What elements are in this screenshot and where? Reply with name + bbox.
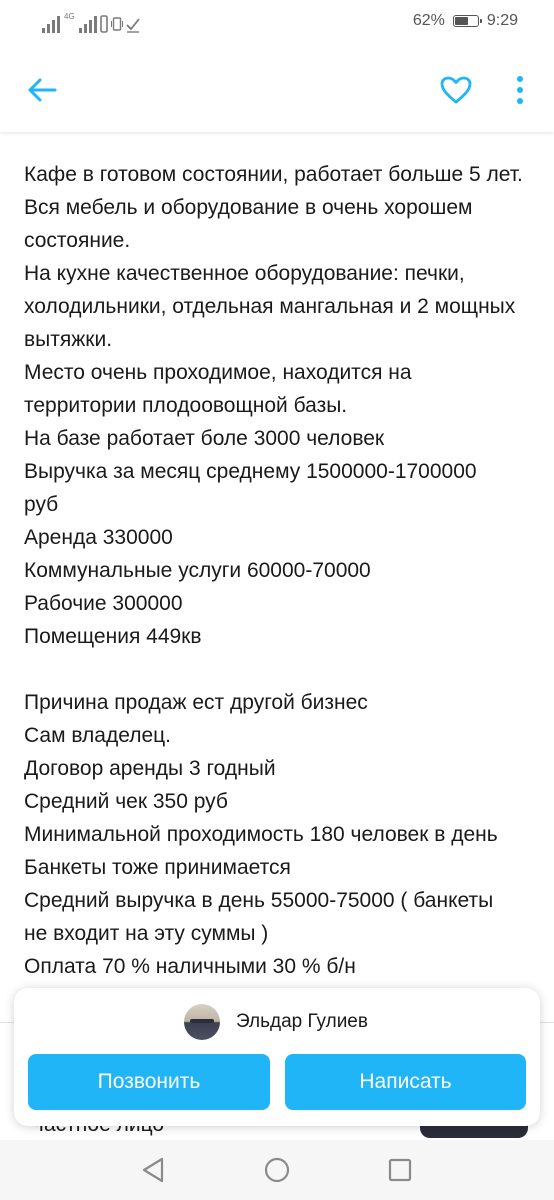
nav-back-icon[interactable] xyxy=(140,1156,168,1184)
description-line: Помещения 449кв xyxy=(24,625,202,648)
description-line: Оплата 70 % наличными 30 % б/н xyxy=(24,955,356,978)
status-icons-right xyxy=(413,12,518,30)
description-line: Банкеты тоже принимается xyxy=(24,856,291,879)
description-line: Аренда 330000 xyxy=(24,526,173,549)
nav-recents-icon[interactable] xyxy=(386,1156,414,1184)
listing-description xyxy=(24,158,539,983)
app-header xyxy=(0,48,554,132)
description-line: Средний чек 350 руб xyxy=(24,790,228,813)
write-message-button[interactable]: Написать xyxy=(285,1054,526,1110)
heart-outline-icon xyxy=(440,76,472,104)
status-bar xyxy=(0,0,554,48)
seller-info[interactable] xyxy=(184,1004,368,1040)
nav-home-icon[interactable] xyxy=(263,1156,291,1184)
system-navigation-bar xyxy=(0,1140,554,1200)
wifi-icon xyxy=(100,15,108,33)
section-divider xyxy=(538,1022,554,1023)
status-icons-left xyxy=(42,13,140,33)
description-line: не входит на эту суммы ) xyxy=(24,922,269,945)
description-line: Вся мебель и оборудование в очень хорошем xyxy=(24,196,473,219)
battery-icon xyxy=(453,15,479,27)
description-line: Выручка за месяц среднему 1500000-1700000 xyxy=(24,460,477,483)
description-line: Рабочие 300000 xyxy=(24,592,183,615)
clock: 9:29 xyxy=(486,12,518,29)
favorite-button[interactable] xyxy=(436,70,476,110)
vibrate-icon xyxy=(111,15,123,33)
seller-name: Эльдар Гулиев xyxy=(236,1011,368,1032)
network-type-label: 4G xyxy=(64,12,75,21)
description-line: холодильники, отдельная мангальная и 2 мощных xyxy=(24,295,516,318)
arrow-left-icon xyxy=(27,77,57,103)
description-line: Сам владелец. xyxy=(24,724,171,747)
description-line: Договор аренды 3 годный xyxy=(24,757,276,780)
description-line: территории плодоовощной базы. xyxy=(24,394,348,417)
description-line: Минимальной проходимость 180 человек в день xyxy=(24,823,498,846)
description-line: На базе работает боле 3000 человек xyxy=(24,427,385,450)
battery-percent: 62% xyxy=(412,12,445,29)
description-line: Причина продаж ест другой бизнес xyxy=(24,691,368,714)
description-line: На кухне качественное оборудование: печки, xyxy=(24,262,465,285)
description-line: Коммунальные услуги 60000-70000 xyxy=(24,559,371,582)
call-button[interactable]: Позвонить xyxy=(28,1054,270,1110)
back-button[interactable] xyxy=(24,72,60,108)
description-line: Место очень проходимое, находится на xyxy=(24,361,412,384)
description-blank-line xyxy=(24,653,539,686)
description-line: Кафе в готовом состоянии, работает больше 5 лет. xyxy=(24,163,523,186)
description-line: состояние. xyxy=(24,229,131,252)
avatar xyxy=(184,1004,220,1040)
battery-level xyxy=(455,17,468,25)
description-line: руб xyxy=(24,493,59,516)
signal-icon xyxy=(79,15,97,33)
check-icon xyxy=(126,15,140,33)
contact-card xyxy=(14,988,540,1126)
more-vertical-icon xyxy=(516,75,524,105)
signal-icon xyxy=(42,15,60,33)
description-line: Средний выручка в день 55000-75000 ( банкеты xyxy=(24,889,494,912)
description-line: вытяжки. xyxy=(24,328,113,351)
more-options-button[interactable] xyxy=(506,70,534,110)
